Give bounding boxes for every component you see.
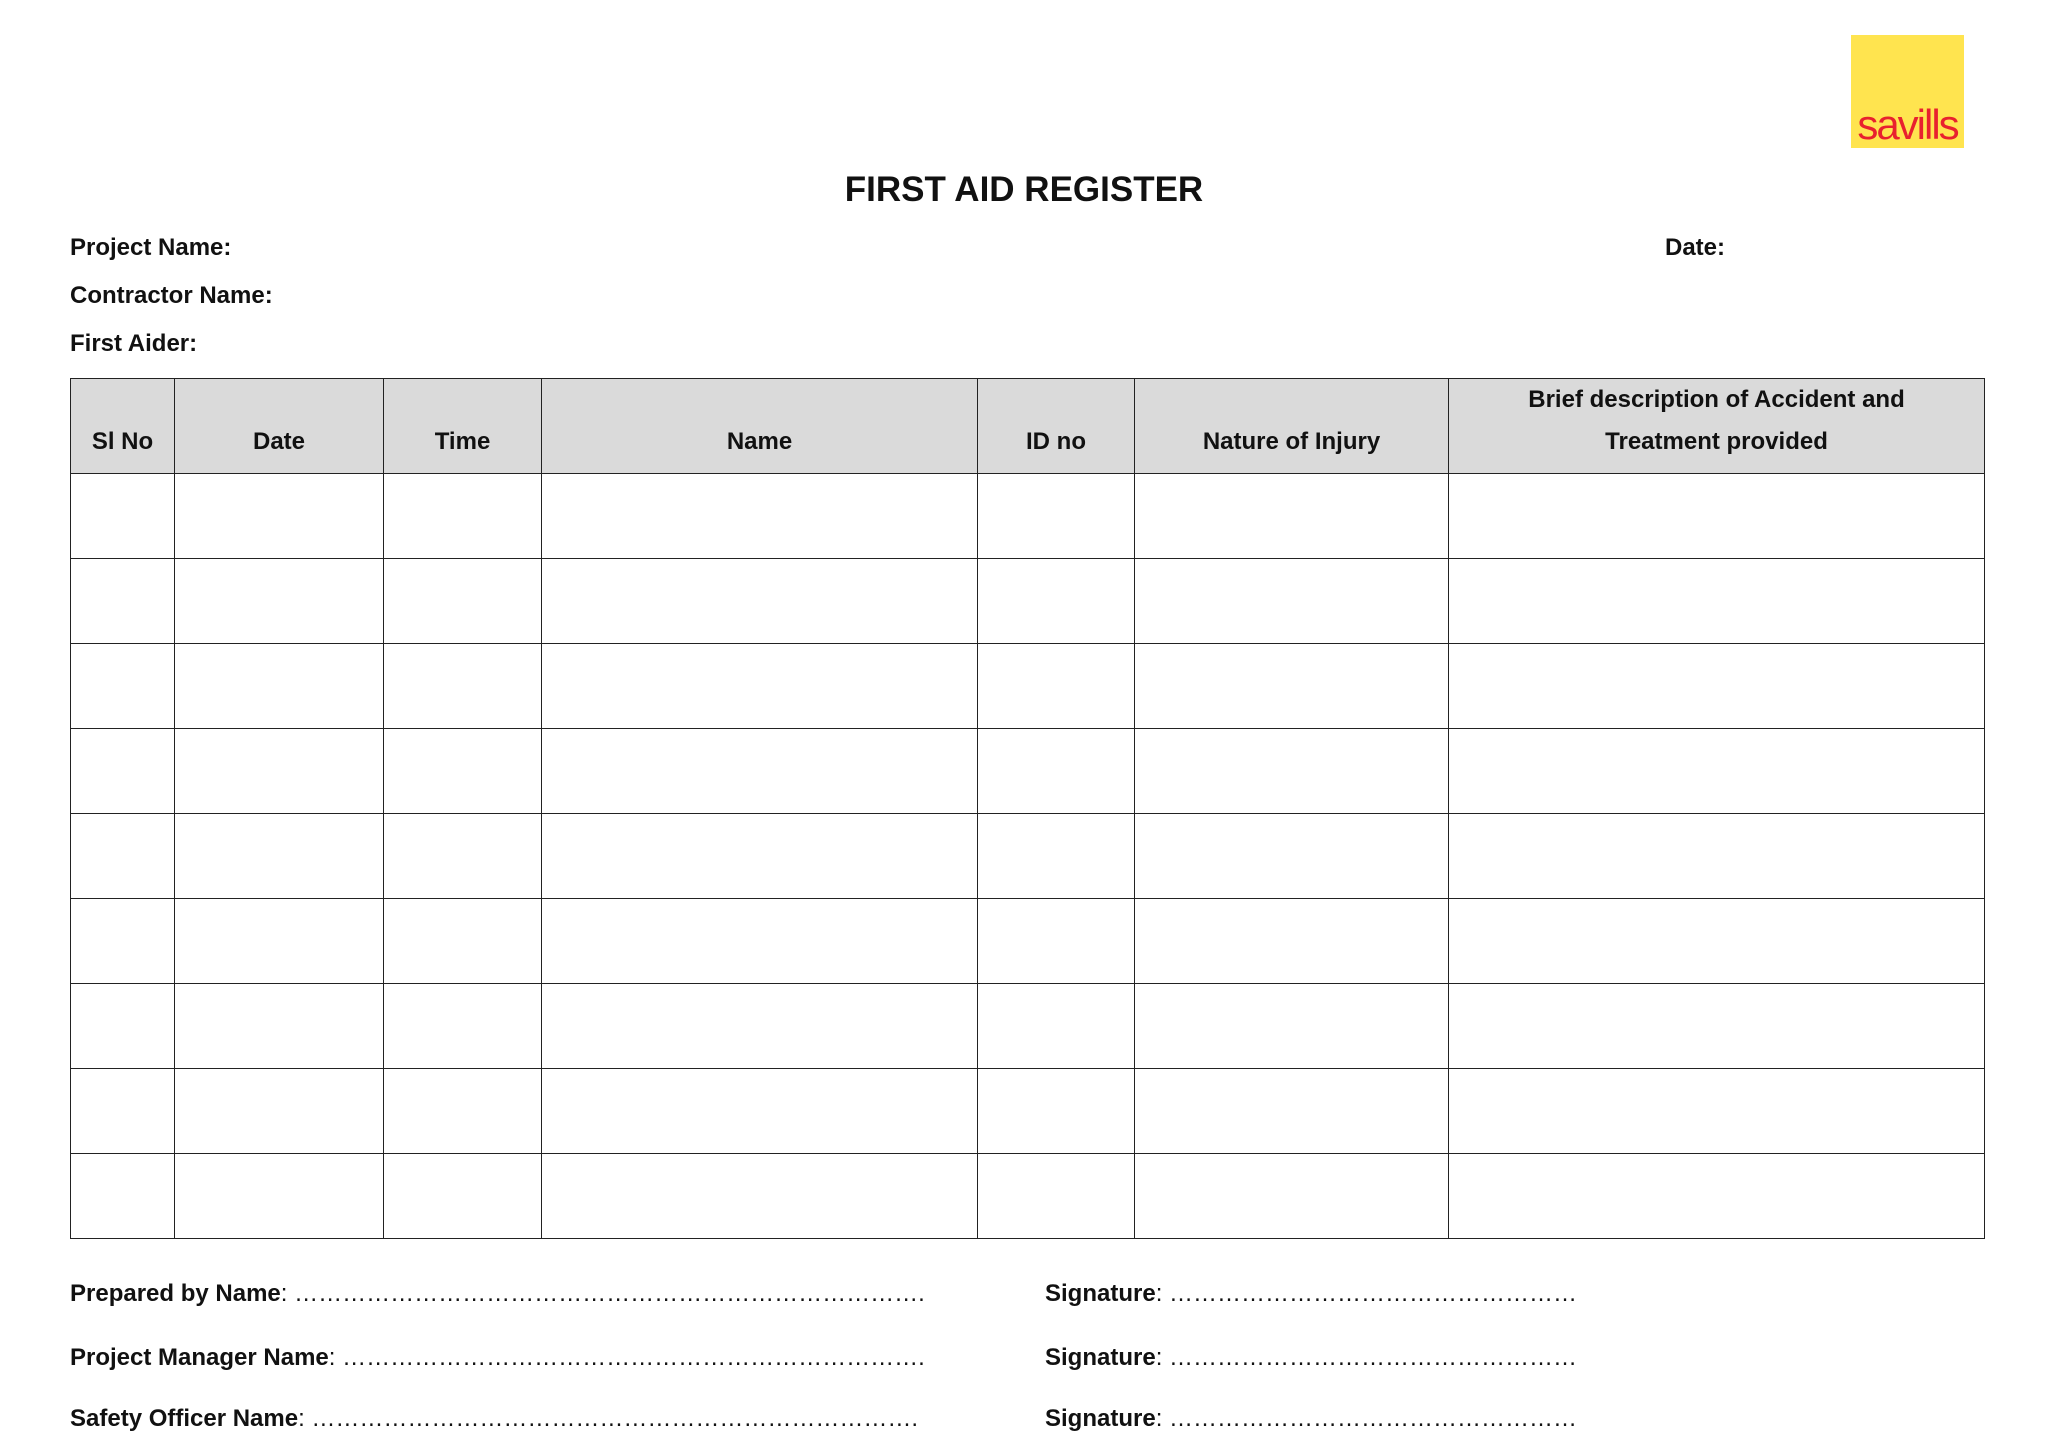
table-row [71,984,1985,1069]
project-manager-field[interactable]: : ………………………………………………………………. [328,1344,925,1371]
table-cell[interactable] [1135,559,1449,644]
table-header-row [71,379,1985,474]
page-title: FIRST AID REGISTER [844,170,1204,209]
table-cell[interactable] [542,899,978,984]
date-label: Date: [1665,234,1726,261]
table-cell[interactable] [384,899,542,984]
table-cell[interactable] [978,814,1135,899]
table-row [71,1154,1985,1239]
table-cell[interactable] [1135,644,1449,729]
column-header-nature-of-injury: Nature of Injury [1135,379,1449,474]
safety-officer-line [70,1405,918,1433]
table-cell[interactable] [384,1069,542,1154]
table-cell[interactable] [542,814,978,899]
table-cell[interactable] [175,814,384,899]
savills-logo [1851,35,1964,148]
table-cell[interactable] [1135,1154,1449,1239]
table-cell[interactable] [978,644,1135,729]
table-cell[interactable] [542,1154,978,1239]
signature-label: Signature [1045,1280,1156,1307]
table-cell[interactable] [542,984,978,1069]
project-manager-label: Project Manager Name [70,1344,329,1371]
table-cell[interactable] [1449,644,1985,729]
table-row [71,899,1985,984]
column-header-brief-description: Brief description of Accident and Treatment provided [1449,379,1985,474]
table-cell[interactable] [978,559,1135,644]
table-cell[interactable] [71,984,175,1069]
first-aider-label: First Aider: [70,330,198,357]
prepared-by-field[interactable]: : ……………………………………………………………………. [280,1280,925,1307]
column-header-name: Name [542,379,978,474]
table-cell[interactable] [175,984,384,1069]
logo-text: savills [1857,101,1958,148]
table-cell[interactable] [542,1069,978,1154]
table-row [71,474,1985,559]
table-cell[interactable] [1449,559,1985,644]
table-cell[interactable] [1449,1154,1985,1239]
prepared-by-label: Prepared by Name [70,1280,281,1307]
project-manager-signature-field[interactable]: : …………………………………………… [1155,1344,1578,1371]
table-cell[interactable] [1135,814,1449,899]
table-cell[interactable] [384,814,542,899]
table-cell[interactable] [542,729,978,814]
table-row [71,814,1985,899]
table-cell[interactable] [978,899,1135,984]
table-row [71,1069,1985,1154]
table-cell[interactable] [542,644,978,729]
table-cell[interactable] [1135,729,1449,814]
prepared-by-line [70,1280,925,1308]
table-cell[interactable] [384,559,542,644]
column-header-sl-no: Sl No [71,379,175,474]
table-cell[interactable] [978,1069,1135,1154]
table-cell[interactable] [1449,984,1985,1069]
table-cell[interactable] [978,984,1135,1069]
column-header-date: Date [175,379,384,474]
table-cell[interactable] [384,729,542,814]
signature-label: Signature [1045,1405,1156,1432]
table-cell[interactable] [542,559,978,644]
table-cell[interactable] [1449,1069,1985,1154]
table-cell[interactable] [384,644,542,729]
table-cell[interactable] [71,729,175,814]
table-cell[interactable] [71,644,175,729]
table-cell[interactable] [1135,984,1449,1069]
table-row [71,559,1985,644]
table-cell[interactable] [175,899,384,984]
project-manager-line [70,1344,925,1372]
table-cell[interactable] [175,644,384,729]
table-cell[interactable] [1135,474,1449,559]
project-manager-signature-line [1045,1344,1577,1372]
project-name-label: Project Name: [70,234,232,261]
prepared-by-signature-field[interactable]: : …………………………………………… [1155,1280,1578,1307]
table-cell[interactable] [71,814,175,899]
table-cell[interactable] [71,559,175,644]
table-cell[interactable] [542,474,978,559]
table-cell[interactable] [1449,729,1985,814]
safety-officer-field[interactable]: : …………………………………………………………………. [298,1405,919,1432]
safety-officer-signature-field[interactable]: : …………………………………………… [1155,1405,1578,1432]
table-row [71,729,1985,814]
table-cell[interactable] [1135,899,1449,984]
table-cell[interactable] [71,899,175,984]
table-cell[interactable] [1449,474,1985,559]
table-body [71,474,1985,1239]
signature-label: Signature [1045,1344,1156,1371]
column-header-time: Time [384,379,542,474]
table-cell[interactable] [175,729,384,814]
contractor-name-label: Contractor Name: [70,282,273,309]
table-cell[interactable] [1449,899,1985,984]
table-cell[interactable] [1449,814,1985,899]
table-cell[interactable] [978,729,1135,814]
first-aid-register-table [70,378,1985,1239]
table-cell[interactable] [175,1154,384,1239]
table-cell[interactable] [175,1069,384,1154]
table-cell[interactable] [71,1069,175,1154]
table-cell[interactable] [1135,1069,1449,1154]
prepared-by-signature-line [1045,1280,1577,1308]
table-cell[interactable] [384,474,542,559]
table-row [71,644,1985,729]
table-cell[interactable] [978,474,1135,559]
table-cell[interactable] [175,559,384,644]
safety-officer-signature-line [1045,1405,1577,1433]
table-cell[interactable] [175,474,384,559]
column-header-id-no: ID no [978,379,1135,474]
table-cell[interactable] [71,474,175,559]
table-cell[interactable] [384,984,542,1069]
table-cell[interactable] [71,1154,175,1239]
table-cell[interactable] [978,1154,1135,1239]
table-cell[interactable] [384,1154,542,1239]
safety-officer-label: Safety Officer Name [70,1405,299,1432]
